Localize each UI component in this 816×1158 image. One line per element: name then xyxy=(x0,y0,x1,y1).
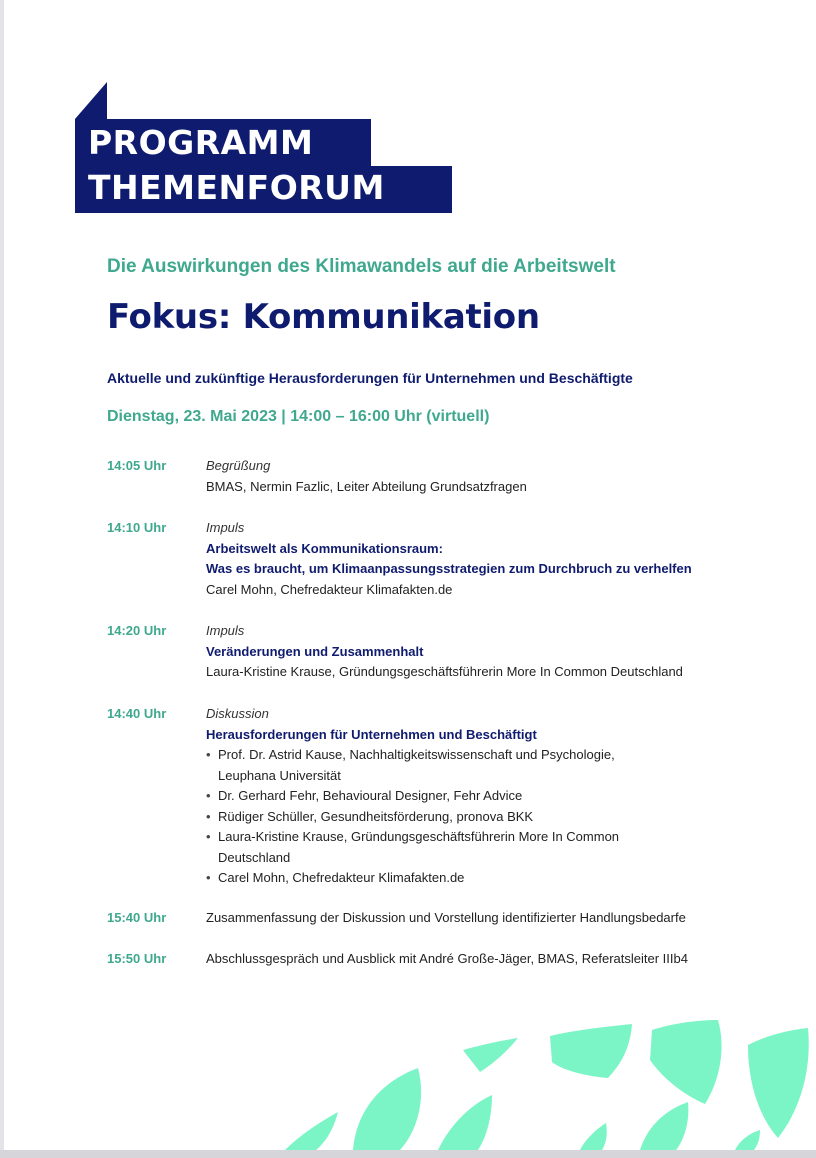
panelist-line: Dr. Gerhard Fehr, Behavioural Designer, Fehr Advice xyxy=(218,788,523,803)
leaf-shape xyxy=(735,1130,760,1150)
agenda-time: 14:20 Uhr xyxy=(107,623,167,638)
leaf-shape xyxy=(640,1102,688,1150)
event-title: Fokus: Kommunikation xyxy=(107,297,540,337)
panelist-line: Prof. Dr. Astrid Kause, Nachhaltigkeitswissenschaft und Psychologie, xyxy=(218,747,615,762)
agenda-type: Diskussion xyxy=(206,706,269,721)
agenda-time: 15:40 Uhr xyxy=(107,910,167,925)
event-date-time: Dienstag, 23. Mai 2023 | 14:00 – 16:00 Uhr (virtuell) xyxy=(107,408,490,425)
agenda-text: Zusammenfassung der Diskussion und Vorstellung identifizierter Handlungsbedarfe xyxy=(206,910,686,925)
panelist-line: Laura-Kristine Krause, Gründungsgeschäftsführerin More In Common xyxy=(218,829,620,844)
panelist-list xyxy=(206,745,806,889)
panelist-item xyxy=(206,868,806,889)
panelist-item xyxy=(206,786,806,807)
agenda-speaker: BMAS, Nermin Fazlic, Leiter Abteilung Grundsatzfragen xyxy=(206,478,527,494)
agenda-time: 14:05 Uhr xyxy=(107,458,167,473)
panelist-line: Leuphana Universität xyxy=(218,767,341,783)
leaf-shape xyxy=(285,1112,338,1150)
leaf-shape xyxy=(580,1123,607,1150)
event-tagline: Aktuelle und zukünftige Herausforderungen für Unternehmen und Beschäftigte xyxy=(107,370,633,386)
leaf-shape xyxy=(463,1038,518,1072)
page-bottom-edge xyxy=(0,1150,816,1158)
agenda-time: 14:10 Uhr xyxy=(107,520,167,535)
agenda-text: Abschlussgespräch und Ausblick mit André Große-Jäger, BMAS, Referatsleiter IIIb4 xyxy=(206,951,688,966)
leaf-shape xyxy=(550,1024,632,1078)
panelist-line: Rüdiger Schüller, Gesundheitsförderung, pronova BKK xyxy=(218,808,534,824)
leaf-shape xyxy=(650,1020,722,1104)
page-left-edge xyxy=(0,0,4,1158)
leaf-shape xyxy=(438,1095,492,1150)
agenda-type: Impuls xyxy=(206,520,245,535)
leaf-shape xyxy=(748,1028,809,1138)
header-line-programm: PROGRAMM xyxy=(75,119,371,166)
leaf-shape xyxy=(353,1068,421,1150)
panelist-line: Deutschland xyxy=(218,849,291,865)
agenda-time: 15:50 Uhr xyxy=(107,951,167,966)
agenda-type: Impuls xyxy=(206,623,245,638)
agenda-title-line: Arbeitswelt als Kommunikationsraum: xyxy=(206,540,443,556)
agenda-type: Begrüßung xyxy=(206,458,271,473)
panelist-line: Carel Mohn, Chefredakteur Klimafakten.de xyxy=(218,870,465,885)
agenda-time: 14:40 Uhr xyxy=(107,706,167,721)
agenda-speaker: Laura-Kristine Krause, Gründungsgeschäftsführerin More In Common Deutschland xyxy=(206,664,683,679)
agenda-title-line: Herausforderungen für Unternehmen und Beschäftigt xyxy=(206,726,537,742)
header-corner-triangle xyxy=(75,82,107,119)
header-line-themenforum: THEMENFORUM xyxy=(75,166,452,213)
panelist-item xyxy=(206,807,806,828)
agenda-speaker: Carel Mohn, Chefredakteur Klimafakten.de xyxy=(206,581,453,597)
panelist-item xyxy=(206,745,806,786)
panelist-item xyxy=(206,827,806,868)
agenda-title-line: Veränderungen und Zusammenhalt xyxy=(206,643,424,659)
agenda-title-line: Was es braucht, um Klimaanpassungsstrategien zum Durchbruch zu verhelfen xyxy=(206,561,692,576)
event-subtitle: Die Auswirkungen des Klimawandels auf die Arbeitswelt xyxy=(107,256,616,277)
